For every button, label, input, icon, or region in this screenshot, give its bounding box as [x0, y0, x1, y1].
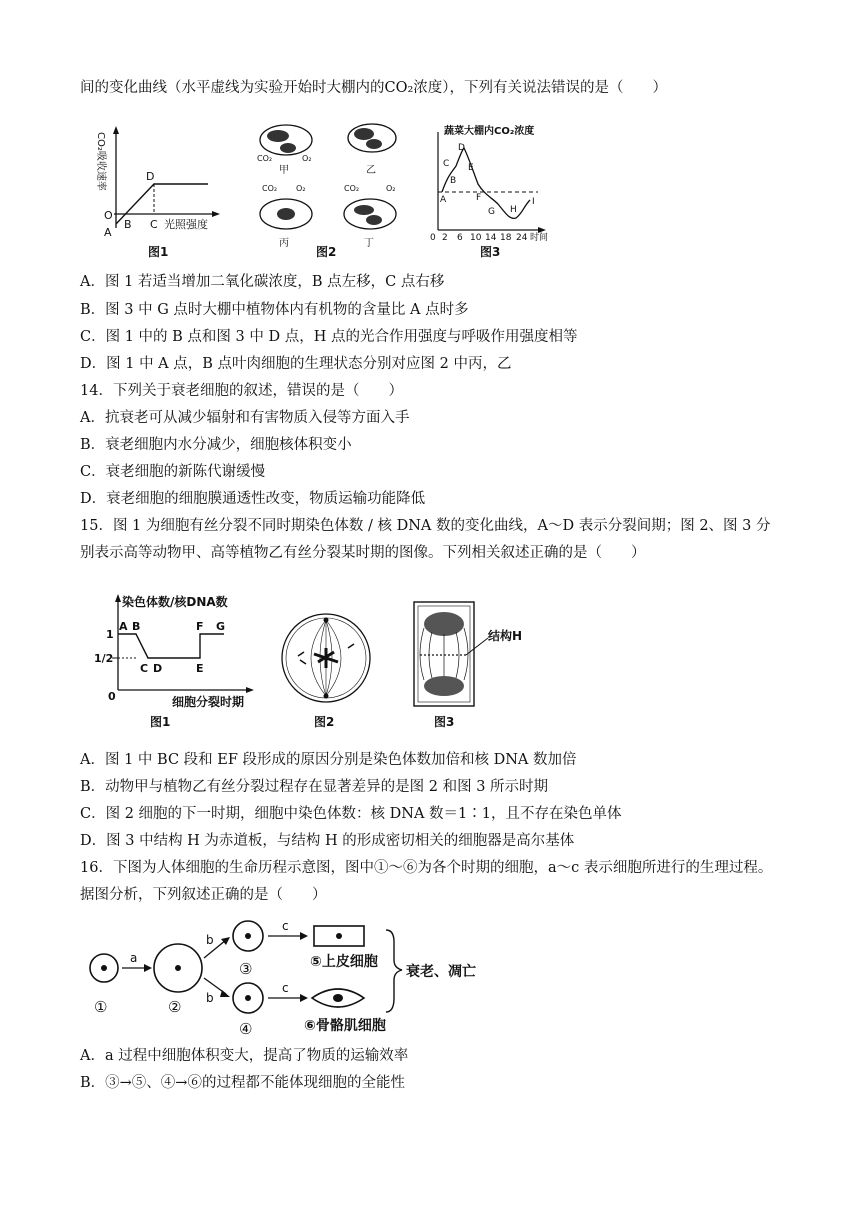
- q15-option-c: C．图 2 细胞的下一时期，细胞中染色体数：核 DNA 数＝1∶1，且不存在染色单体: [80, 806, 622, 822]
- q15-fig1-graph: [94, 594, 254, 729]
- svg-text:CO₂: CO₂: [262, 184, 278, 193]
- svg-text:D: D: [458, 143, 465, 153]
- q16-stem-1: 16．下图为人体细胞的生命历程示意图，图中①～⑥为各个时期的细胞，a～c 表示细胞所进行的生理过程。: [80, 860, 773, 876]
- q13-option-a: A．图 1 若适当增加二氧化碳浓度，B 点左移，C 点右移: [80, 274, 445, 290]
- q13-fig3-graph: [430, 124, 548, 259]
- q15-fig3-caption: 图3: [434, 715, 455, 729]
- q13-fig1-point-D: D: [146, 170, 155, 183]
- q15-fig3-label-h: 结构H: [488, 629, 523, 643]
- q13-fig2-cells: [257, 124, 396, 259]
- svg-text:E: E: [196, 662, 204, 675]
- q16-num-2: ②: [168, 998, 182, 1016]
- q16-fate-label: 衰老、凋亡: [406, 964, 476, 980]
- q13-fig3-title: 蔬菜大棚内CO₂浓度: [444, 126, 535, 137]
- q13-figure-row: [76, 110, 576, 266]
- svg-text:24: 24: [516, 233, 528, 243]
- q13-stem-tail: 间的变化曲线（水平虚线为实验开始时大棚内的CO₂浓度），下列有关说法错误的是（ ）: [80, 80, 668, 96]
- q13-fig1-ylabel: CO₂吸收速率: [95, 132, 106, 191]
- q15-option-b: B．动物甲与植物乙有丝分裂过程存在显著差异的是图 2 和图 3 所示时期: [80, 779, 549, 795]
- svg-text:a: a: [130, 951, 138, 965]
- svg-text:14: 14: [485, 233, 497, 243]
- svg-text:时间: 时间: [530, 233, 549, 243]
- q13-option-d: D．图 1 中 A 点，B 点叶肉细胞的生理状态分别对应图 2 中丙，乙: [80, 356, 512, 372]
- q15-stem-2: 别表示高等动物甲、高等植物乙有丝分裂某时期的图像。下列相关叙述正确的是（ ）: [80, 545, 646, 561]
- q15-fig1-ylabel: 染色体数/核DNA数: [122, 595, 228, 609]
- q16-cell6-label: ⑥骨骼肌细胞: [304, 1018, 386, 1034]
- q15-fig3-plant-cell: [414, 602, 522, 729]
- q16-stem-2: 据图分析，下列叙述正确的是（ ）: [80, 887, 327, 903]
- cell-ding: [344, 184, 396, 249]
- q15-figure-row: [76, 588, 556, 738]
- svg-text:0: 0: [108, 690, 116, 703]
- svg-text:B: B: [132, 620, 141, 633]
- svg-text:1/2: 1/2: [94, 652, 114, 665]
- q13-option-b: B．图 3 中 G 点时大棚中植物体内有机物的含量比 A 点时多: [80, 302, 469, 318]
- svg-text:D: D: [153, 662, 163, 675]
- q13-fig1-graph: [95, 126, 220, 259]
- svg-text:F: F: [476, 193, 482, 203]
- q16-cell5-label: ⑤上皮细胞: [310, 954, 378, 970]
- svg-text:2: 2: [442, 233, 448, 243]
- svg-text:CO₂: CO₂: [257, 154, 273, 163]
- svg-text:G: G: [216, 620, 226, 633]
- q13-fig1-point-C: C: [150, 218, 158, 231]
- svg-text:A: A: [119, 620, 128, 633]
- q16-num-4: ④: [239, 1020, 253, 1036]
- q13-fig2-caption: 图2: [316, 245, 337, 259]
- q14-option-d: D．衰老细胞的细胞膜通透性改变，物质运输功能降低: [80, 491, 426, 507]
- q13-fig1-xlabel: 光照强度: [164, 218, 208, 231]
- svg-text:O₂: O₂: [302, 154, 312, 163]
- svg-text:C: C: [443, 159, 450, 169]
- svg-text:A: A: [440, 195, 447, 205]
- svg-text:6: 6: [457, 233, 463, 243]
- q13-fig1-point-A: A: [104, 226, 112, 239]
- q16-lifecycle-diagram: [76, 916, 496, 1036]
- svg-text:CO₂: CO₂: [344, 184, 360, 193]
- cell-bing: [260, 184, 312, 249]
- cell-yi: [348, 124, 396, 176]
- svg-text:B: B: [450, 176, 457, 186]
- q15-stem-1: 15．图 1 为细胞有丝分裂不同时期染色体数 / 核 DNA 数的变化曲线，A～D 表示分裂间期；图 2、图 3 分: [80, 518, 771, 534]
- q15-fig2-caption: 图2: [314, 715, 335, 729]
- q14-option-c: C．衰老细胞的新陈代谢缓慢: [80, 464, 266, 480]
- svg-text:c: c: [282, 981, 289, 995]
- svg-text:O₂: O₂: [386, 184, 396, 193]
- q16-num-1: ①: [94, 998, 108, 1016]
- cell-jia-label: 甲: [279, 165, 289, 176]
- svg-text:0: 0: [430, 233, 436, 243]
- q13-fig1-caption: 图1: [148, 245, 169, 259]
- svg-text:F: F: [196, 620, 204, 633]
- q13-fig1-point-B: B: [124, 218, 132, 231]
- q15-fig2-animal-cell: [282, 614, 370, 729]
- svg-text:E: E: [468, 163, 474, 173]
- svg-text:G: G: [488, 207, 495, 217]
- svg-text:18: 18: [500, 233, 512, 243]
- q16-num-3: ③: [239, 960, 253, 978]
- cell-jia: [257, 125, 312, 176]
- q13-option-c: C．图 1 中的 B 点和图 3 中 D 点，H 点的光合作用强度与呼吸作用强度相等: [80, 329, 578, 345]
- svg-text:1: 1: [106, 628, 114, 641]
- q15-option-a: A．图 1 中 BC 段和 EF 段形成的原因分别是染色体数加倍和核 DNA 数加倍: [80, 752, 577, 768]
- q14-option-a: A．抗衰老可从减少辐射和有害物质入侵等方面入手: [80, 410, 410, 426]
- q14-stem: 14．下列关于衰老细胞的叙述，错误的是（ ）: [80, 383, 403, 399]
- cell-ding-label: 丁: [364, 238, 374, 249]
- cell-bing-label: 丙: [279, 238, 289, 249]
- svg-text:O₂: O₂: [296, 184, 306, 193]
- svg-text:10: 10: [470, 233, 482, 243]
- q14-option-b: B．衰老细胞内水分减少，细胞核体积变小: [80, 437, 352, 453]
- svg-text:b: b: [206, 933, 214, 947]
- q13-fig3-caption: 图3: [480, 245, 501, 259]
- q13-fig1-point-O: O: [104, 209, 113, 222]
- q15-option-d: D．图 3 中结构 H 为赤道板，与结构 H 的形成密切相关的细胞器是高尔基体: [80, 833, 575, 849]
- q16-option-b: B．③→⑤、④→⑥的过程都不能体现细胞的全能性: [80, 1075, 405, 1091]
- svg-text:C: C: [140, 662, 149, 675]
- svg-text:H: H: [510, 205, 517, 215]
- svg-text:b: b: [206, 991, 214, 1005]
- q16-option-a: A．a 过程中细胞体积变大，提高了物质的运输效率: [80, 1048, 409, 1064]
- q15-fig1-xlabel: 细胞分裂时期: [172, 695, 245, 709]
- cell-yi-label: 乙: [366, 165, 376, 176]
- svg-text:c: c: [282, 919, 289, 933]
- q15-fig1-caption: 图1: [150, 715, 171, 729]
- svg-text:I: I: [532, 197, 535, 207]
